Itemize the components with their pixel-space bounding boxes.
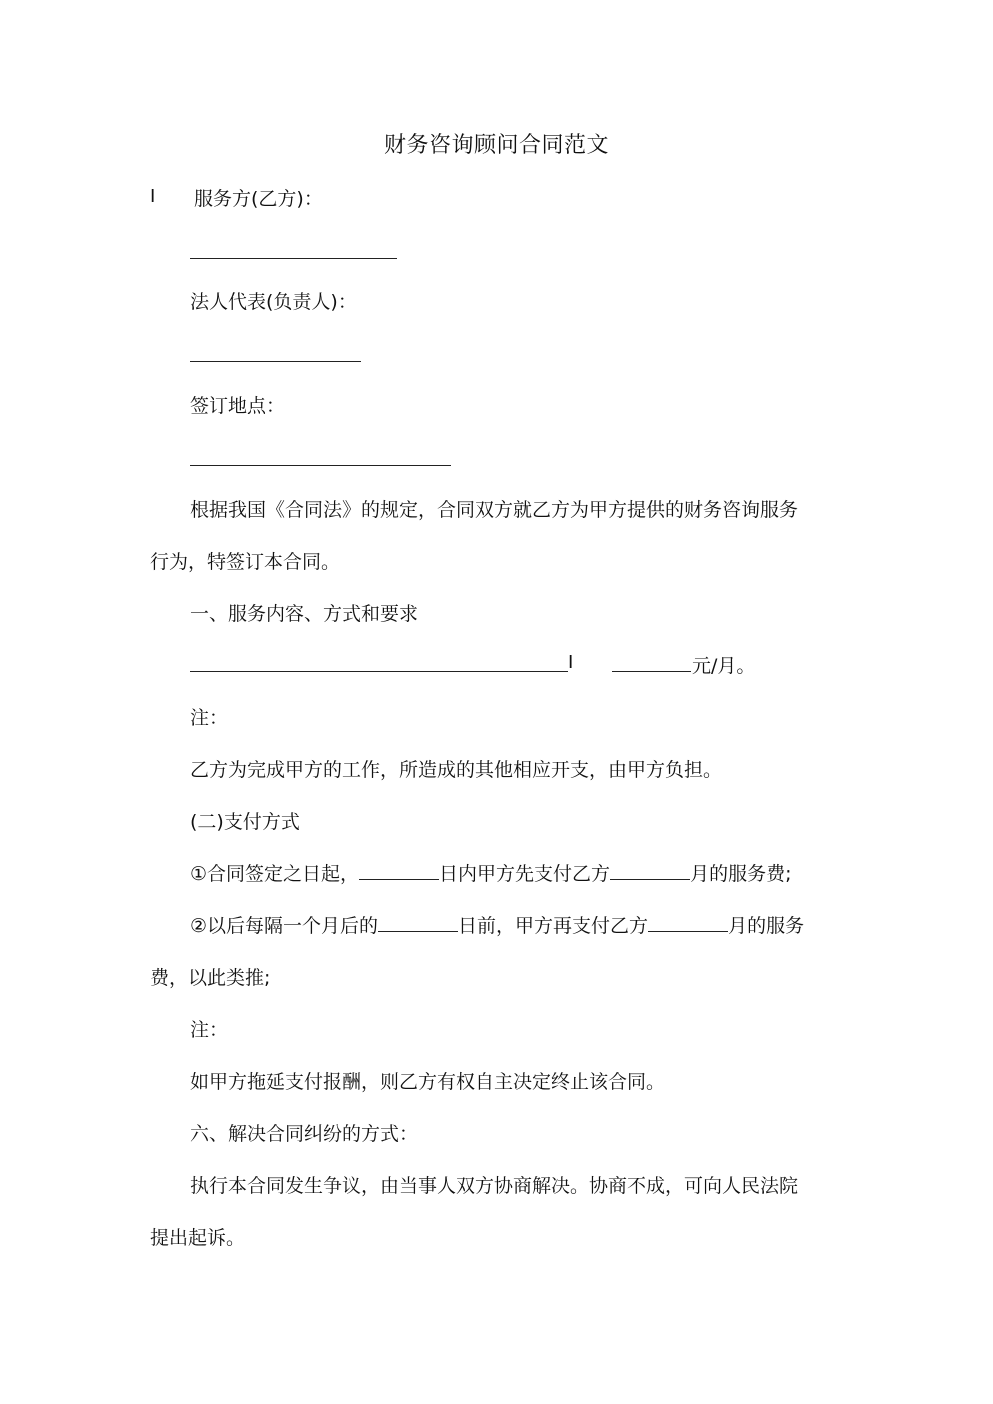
legal-rep-label: 法人代表(负责人)：: [190, 291, 357, 313]
note2-label: 注：: [190, 1019, 229, 1041]
margin-mark: I: [150, 186, 156, 207]
dispute-line-2: 提出起诉。: [150, 1227, 246, 1249]
section6-heading: 六、解决合同纠纷的方式：: [190, 1123, 419, 1145]
day-blank: [378, 913, 458, 932]
payment-clause-1-part3: 月的服务费;: [690, 863, 792, 885]
payment-heading: (二)支付方式: [190, 811, 300, 833]
signing-place-label: 签订地点：: [190, 395, 286, 417]
payment-clause-1-part1: ①合同签定之日起，: [190, 863, 360, 885]
section1-heading: 一、服务内容、方式和要求: [190, 603, 419, 625]
signing-place-blank: [190, 465, 451, 466]
fee-amount-blank: [612, 671, 691, 672]
payment-clause-2-part3: 月的服务: [728, 915, 805, 937]
payment-clause-2-line-2: 费，以此类推;: [150, 967, 271, 989]
margin-mark: I: [568, 652, 574, 673]
preamble-line-1: 根据我国《合同法》的规定，合同双方就乙方为甲方提供的财务咨询服务: [190, 499, 799, 521]
fee-suffix: 元/月。: [692, 655, 756, 677]
payment-clause-1: [190, 859, 791, 889]
dispute-line-1: 执行本合同发生争议，由当事人双方协商解决。协商不成，可向人民法院: [190, 1175, 799, 1197]
months-blank: [648, 913, 728, 932]
note2-text: 如甲方拖延支付报酬，则乙方有权自主决定终止该合同。: [190, 1071, 666, 1093]
preamble-line-2: 行为，特签订本合同。: [150, 551, 341, 573]
payment-clause-2-part2: 日前，甲方再支付乙方: [458, 915, 649, 937]
payment-clause-2-part1: ②以后每隔一个月后的: [190, 915, 379, 937]
service-party-label: 服务方(乙方)：: [194, 188, 323, 210]
service-party-blank: [190, 258, 397, 259]
payment-clause-1-part2: 日内甲方先支付乙方: [439, 863, 611, 885]
document-title: 财务咨询顾问合同范文: [383, 133, 609, 158]
payment-clause-2: [190, 911, 804, 941]
note1-text: 乙方为完成甲方的工作，所造成的其他相应开支，由甲方负担。: [190, 759, 723, 781]
service-content-blank: [190, 671, 568, 672]
months-blank: [610, 861, 690, 880]
note1-label: 注：: [190, 707, 229, 729]
days-blank: [359, 861, 439, 880]
legal-rep-blank: [190, 361, 361, 362]
